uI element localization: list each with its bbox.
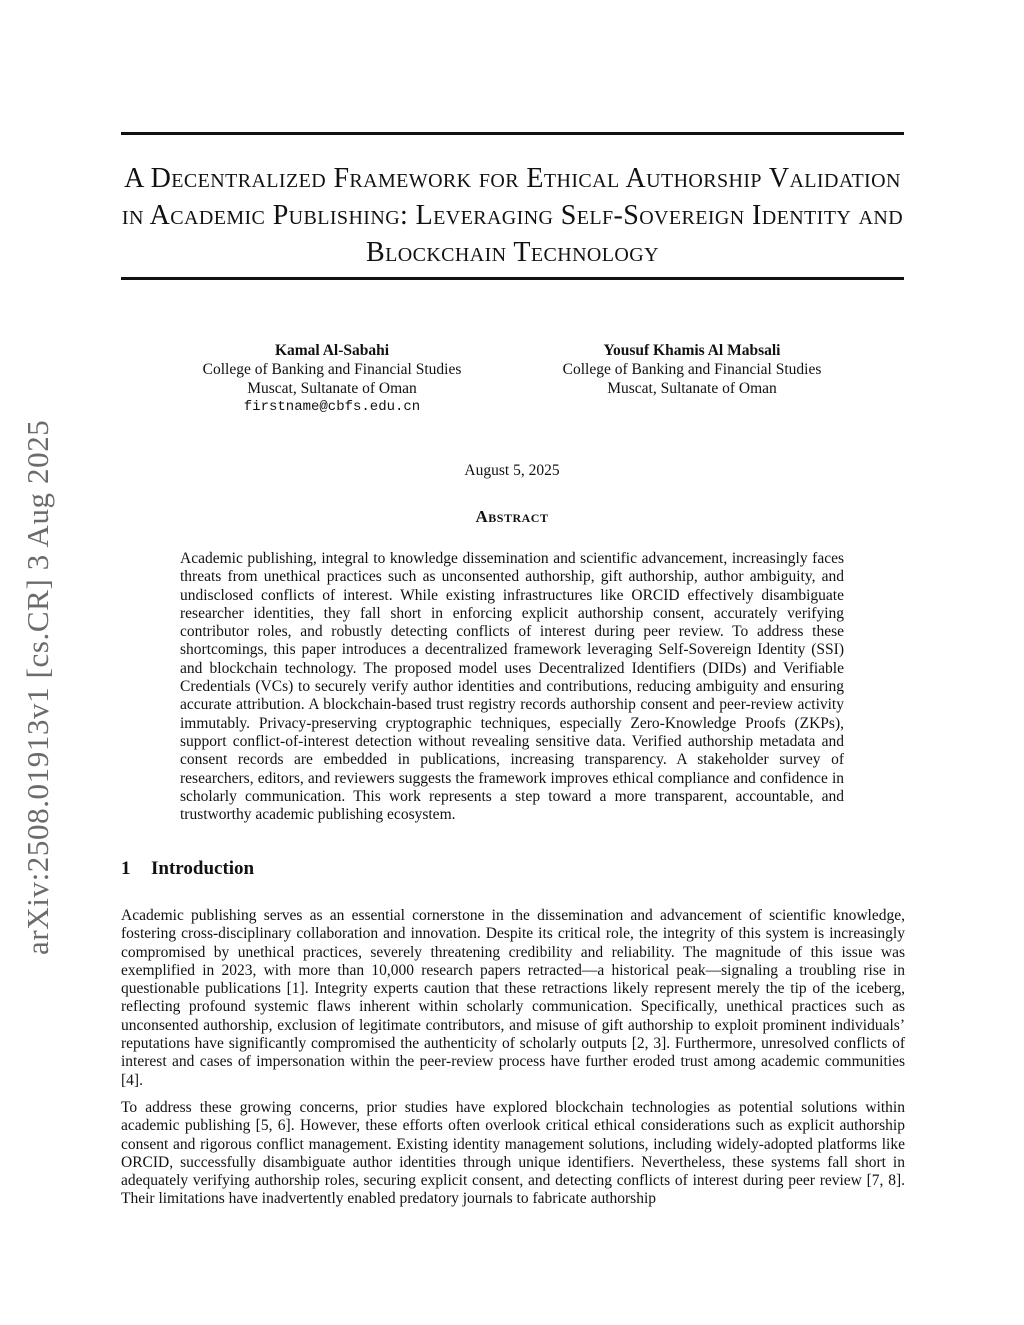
section-title: Introduction (151, 858, 255, 879)
author-name: Yousuf Khamis Al Mabsali (603, 342, 781, 359)
author-location: Muscat, Sultanate of Oman (247, 380, 417, 397)
arxiv-identifier: arXiv:2508.01913v1 [cs.CR] 3 Aug 2025 (20, 419, 55, 955)
intro-paragraph-2: To address these growing concerns, prior studies have explored blockchain technologies as potential solutions within academic publishing [5, 6]. However, these efforts often overlook critical ethical considerations such as explicit authorship consent and rigorous conflict management. Existing identity management solutions, including widely-adopted platforms like ORCID, successfully disambiguate author identities through unique identifiers. Nevertheless, these systems fall short in adequately verifying authorship roles, securing explicit consent, and detecting conflicts of interest during peer review [7, 8]. Their limitations have inadvertently enabled predatory journals to fabricate authorship (121, 1099, 905, 1208)
author-affiliation: College of Banking and Financial Studies (562, 361, 822, 378)
section-heading (121, 858, 254, 880)
author-name: Kamal Al-Sabahi (274, 342, 390, 359)
title-top-rule (121, 132, 904, 135)
paper-title: A Decentralized Framework for Ethical Authorship Validation in Academic Publishing: Leveraging Self-Sovereign Identity and Blockchain Technology (121, 163, 904, 268)
abstract-text: Academic publishing, integral to knowledge dissemination and scientific advancement, increasingly faces threats from unethical practices such as unconsented authorship, gift authorship, author ambiguity, and undisclosed conflicts of interest. While existing infrastructures like ORCID effectively disambiguate researcher identities, they fall short in enforcing explicit authorship consent, accurately verifying contributor roles, and robustly detecting conflicts of interest during peer review. To address these shortcomings, this paper introduces a decentralized framework leveraging Self-Sovereign Identity (SSI) and blockchain technology. The proposed model uses Decentralized Identifiers (DIDs) and Verifiable Credentials (VCs) to securely verify author identities and contributions, reducing ambiguity and ensuring accurate attribution. A blockchain-based trust registry records authorship consent and peer-review activity immutably. Privacy-preserving cryptographic techniques, especially Zero-Knowledge Proofs (ZKPs), support conflict-of-interest detection without revealing sensitive data. Verified authorship metadata and consent records are embedded in publications, increasing transparency. A stakeholder survey of researchers, editors, and reviewers suggests the framework improves ethical compliance and confidence in scholarly communication. This work represents a step toward a more transparent, accountable, and trustworthy academic publishing ecosystem. (180, 550, 844, 824)
author-block-2 (532, 341, 852, 398)
abstract-heading: Abstract (475, 507, 549, 526)
title-bottom-rule (121, 277, 904, 280)
author-block-1 (172, 341, 492, 417)
intro-paragraph-1: Academic publishing serves as an essential cornerstone in the dissemination and advancement of scientific knowledge, fostering cross-disciplinary collaboration and innovation. Despite its critical role, the integrity of this system is increasingly compromised by unethical practices, severely threatening credibility and reliability. The magnitude of this issue was exemplified in 2023, with more than 10,000 research papers retracted—a historical peak—signaling a troubling rise in questionable publications [1]. Integrity experts caution that these retractions likely represent merely the tip of the iceberg, reflecting profound systemic flaws inherent within scholarly communication. Specifically, unethical practices such as unconsented authorship, exclusion of legitimate contributors, and misuse of gift authorship to exploit prominent individuals’ reputations have significantly compromised the authenticity of scholarly outputs [2, 3]. Furthermore, unresolved conflicts of interest and cases of impersonation within the peer-review process have further eroded trust among academic communities [4]. (121, 907, 905, 1089)
author-email: firstname@cbfs.edu.cn (243, 399, 421, 415)
paper-date: August 5, 2025 (464, 462, 560, 479)
author-affiliation: College of Banking and Financial Studies (202, 361, 462, 378)
author-location: Muscat, Sultanate of Oman (607, 380, 777, 397)
section-number: 1 (121, 858, 131, 879)
